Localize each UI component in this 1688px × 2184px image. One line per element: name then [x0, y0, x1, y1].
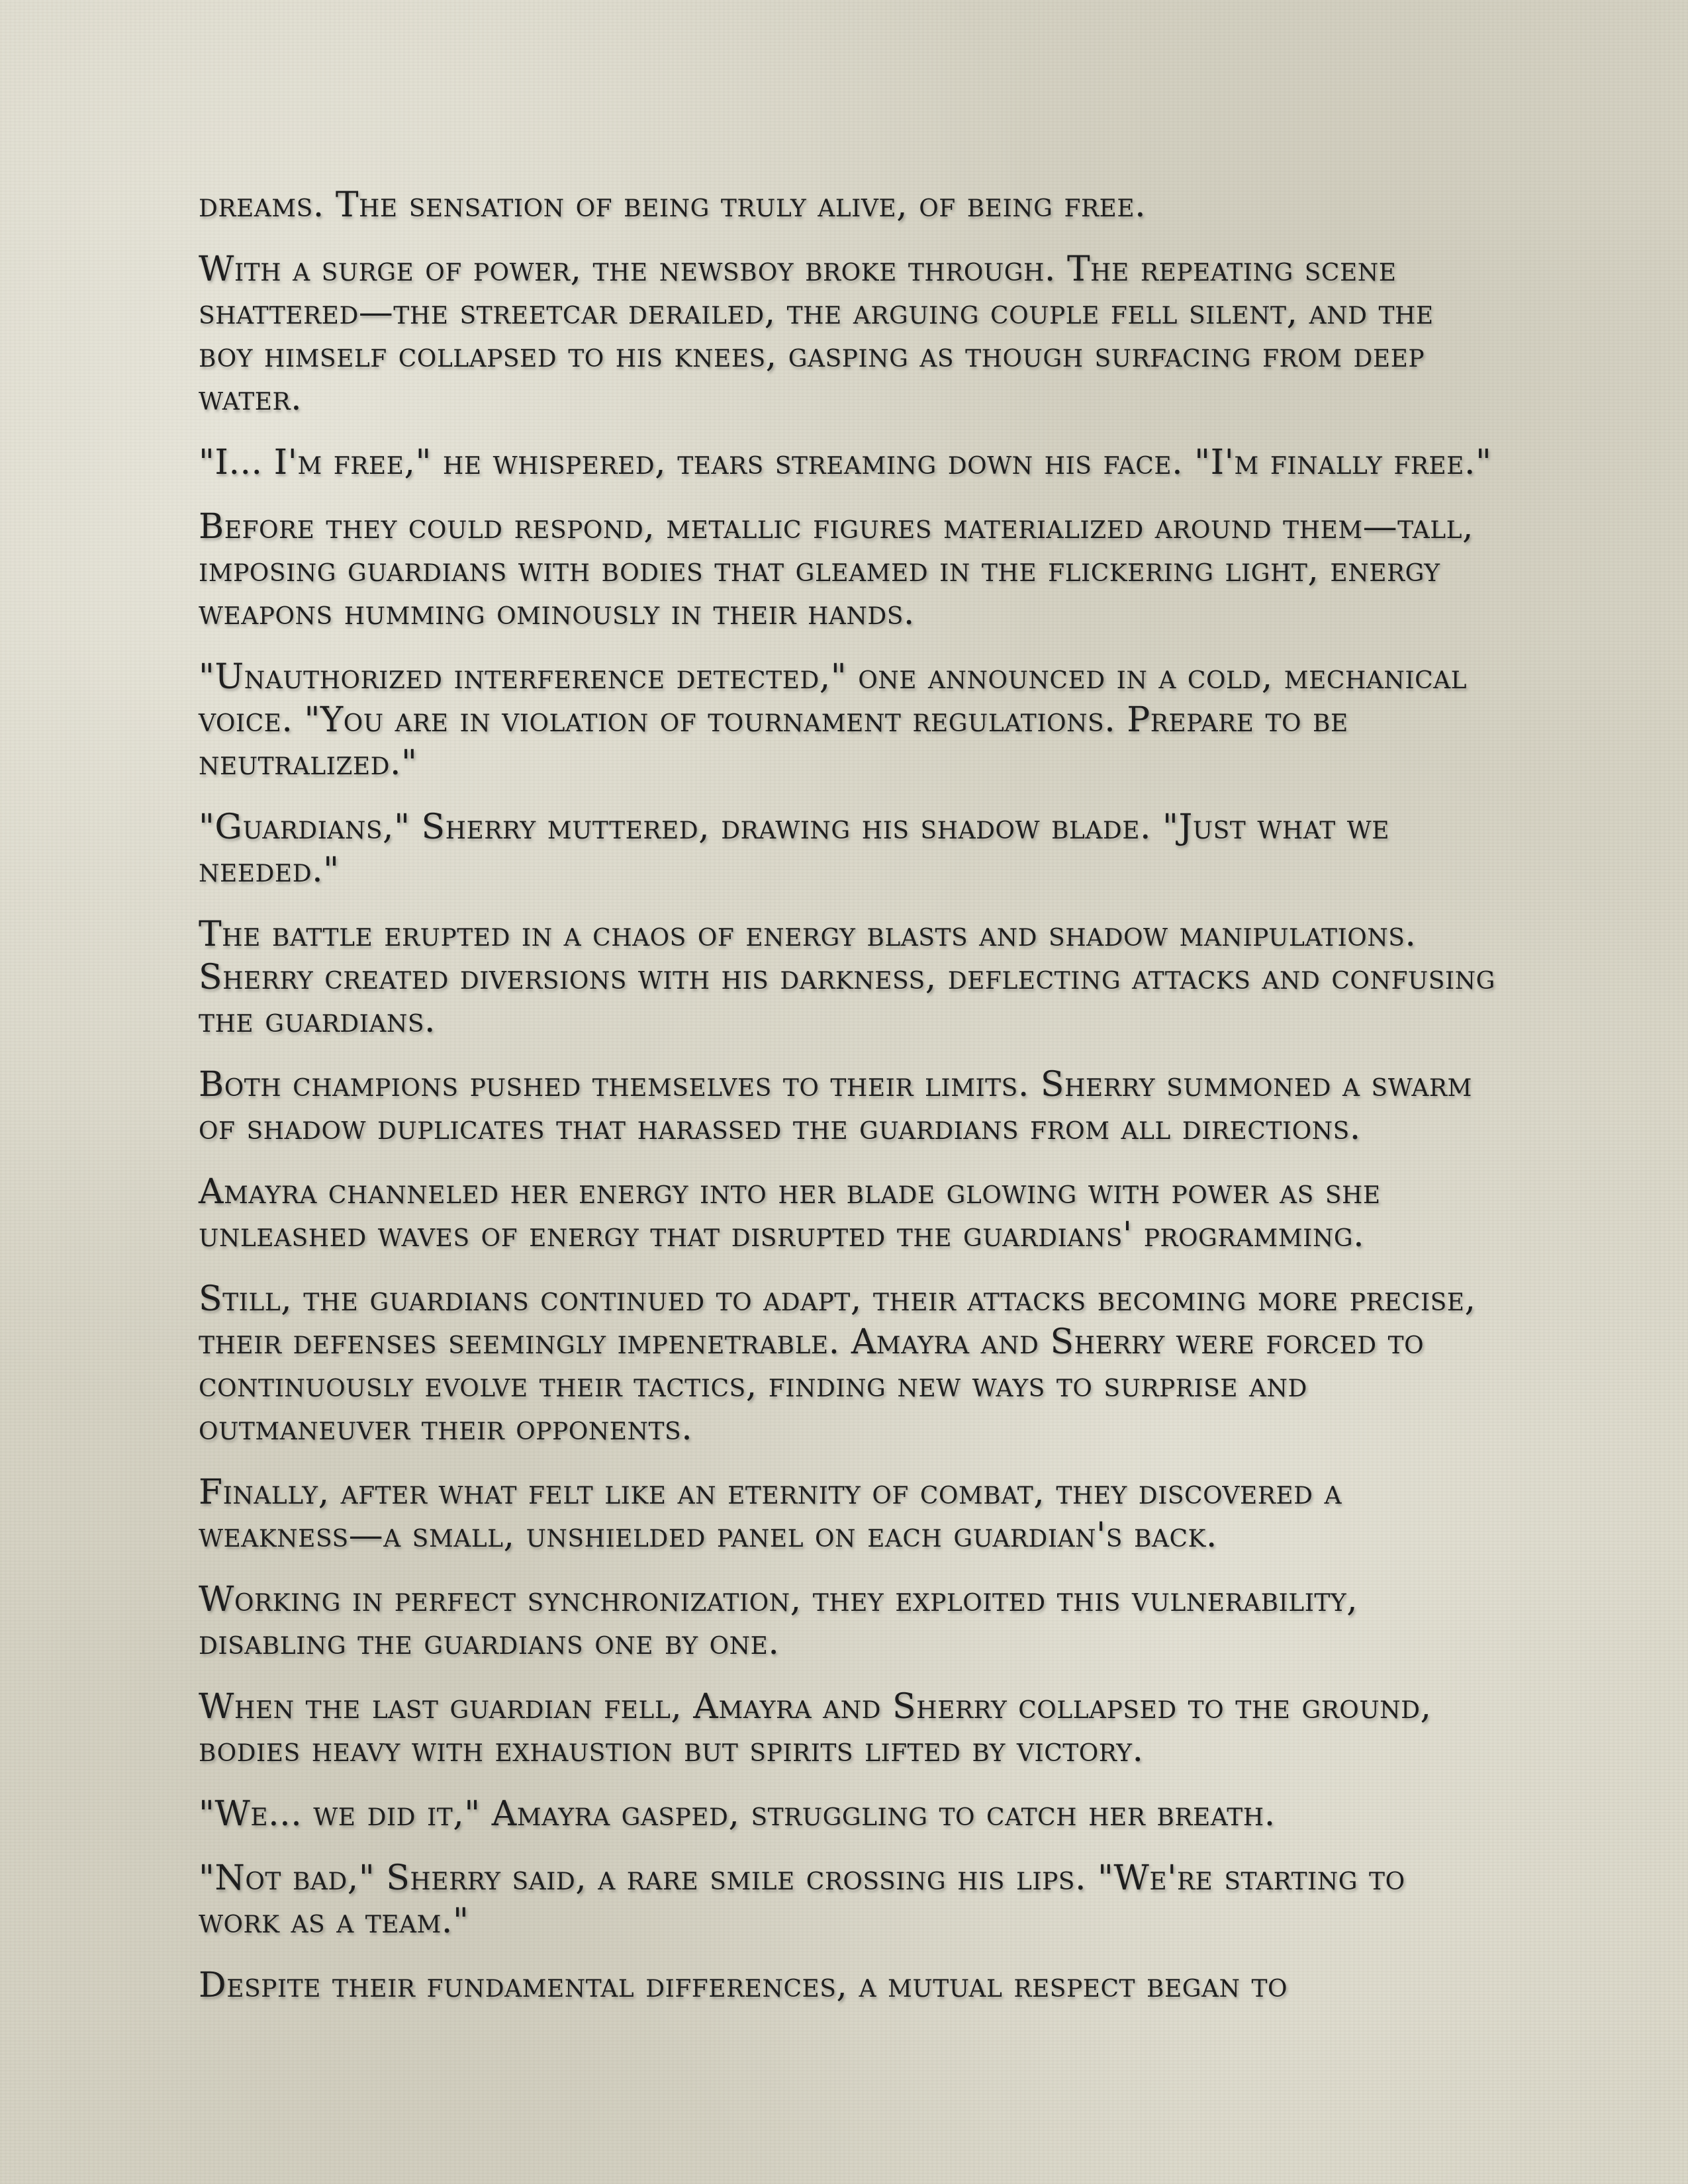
paragraph: "I... I'm free," he whispered, tears streaming down his face. "I'm finally free." [199, 443, 1492, 482]
paragraph: Before they could respond, metallic figures materialized around them—tall, imposing guardians with bodies that gleamed in the flickering light, energy weapons humming ominously in their hands. [199, 507, 1474, 633]
paragraph: When the last guardian fell, Amayra and Sherry collapsed to the ground, bodies heavy with exhaustion but spirits lifted by victory. [199, 1687, 1432, 1770]
paragraph: "Unauthorized interference detected," one announced in a cold, mechanical voice. "You are in violation of tournament regulations. Prepare to be neutralized." [199, 657, 1468, 783]
paragraph: Both champions pushed themselves to their limits. Sherry summoned a swarm of shadow duplicates that harassed the guardians from all directions. [199, 1065, 1472, 1148]
paragraph: "Not bad," Sherry said, a rare smile crossing his lips. "We're starting to work as a team." [199, 1858, 1405, 1941]
paragraph: Despite their fundamental differences, a mutual respect began to [199, 1966, 1288, 2005]
story-text [199, 184, 1496, 2028]
paragraph: dreams. The sensation of being truly alive, of being free. [199, 185, 1147, 225]
paragraph: With a surge of power, the newsboy broke through. The repeating scene shattered—the streetcar derailed, the arguing couple fell silent, and the boy himself collapsed to his knees, gasping as though surfacing from deep water. [199, 250, 1434, 418]
paragraph: Still, the guardians continued to adapt, their attacks becoming more precise, their defenses seemingly impenetrable. Amayra and Sherry were forced to continuously evolve their tactics, finding new ways to surprise and outmaneuver their opponents. [199, 1279, 1476, 1448]
paragraph: "Guardians," Sherry muttered, drawing his shadow blade. "Just what we needed." [199, 807, 1390, 890]
paragraph: Working in perfect synchronization, they exploited this vulnerability, disabling the guardians one by one. [199, 1580, 1358, 1662]
paragraph: "We... we did it," Amayra gasped, struggling to catch her breath. [199, 1794, 1276, 1834]
paragraph: Finally, after what felt like an eternity of combat, they discovered a weakness—a small, unshielded panel on each guardian's back. [199, 1473, 1342, 1555]
paragraph: The battle erupted in a chaos of energy blasts and shadow manipulations. Sherry created diversions with his darkness, deflecting attacks and confusing the guardians. [199, 915, 1495, 1040]
paragraph: Amayra channeled her energy into her blade glowing with power as she unleashed waves of energy that disrupted the guardians' programming. [199, 1172, 1381, 1255]
